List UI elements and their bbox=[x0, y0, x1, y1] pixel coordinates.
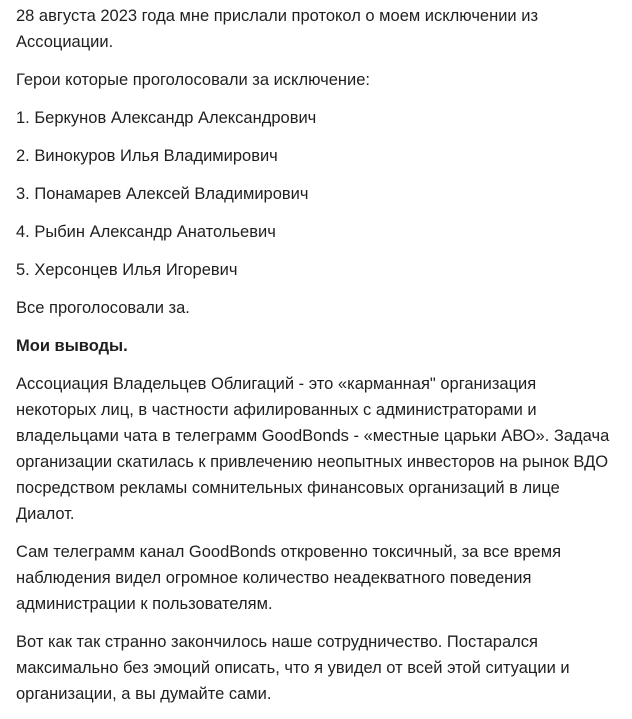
voter-list-item: 3. Понамарев Алексей Владимирович bbox=[16, 185, 309, 203]
voter-list-item: 5. Херсонцев Илья Игоревич bbox=[16, 261, 238, 279]
channel-paragraph: Сам телеграмм канал GoodBonds откровенно токсичный, за все время наблюдения видел огромное количество неадекватного поведения администрации к пользователям. bbox=[16, 543, 562, 613]
association-paragraph: Ассоциация Владельцев Облигаций - это «карманная" организация некоторых лиц, в частности афилированных с администраторами и владельцами чата в телеграмм GoodBonds - «местные царьки АВО». Задача организации скатилась к привлечению неопытных инвесторов на рынок ВДО посредством рекламы сомнительных финансовых организаций в лице Диалот. bbox=[16, 375, 610, 523]
voter-list-item: 1. Беркунов Александр Александрович bbox=[16, 109, 317, 127]
voter-list-item: 2. Винокуров Илья Владимирович bbox=[16, 147, 278, 165]
voter-list-item: 4. Рыбин Александр Анатольевич bbox=[16, 223, 276, 241]
conclusions-heading: Мои выводы. bbox=[16, 337, 128, 355]
voters-intro-paragraph: Герои которые проголосовали за исключение: bbox=[16, 71, 370, 89]
intro-paragraph: 28 августа 2023 года мне прислали протокол о моем исключении из Ассоциации. bbox=[16, 7, 539, 51]
all-voted-paragraph: Все проголосовали за. bbox=[16, 299, 190, 317]
ending-paragraph: Вот как так странно закончилось наше сотрудничество. Постарался максимально без эмоций описать, что я увидел от всей этой ситуации и организации, а вы думайте сами. bbox=[16, 633, 570, 703]
